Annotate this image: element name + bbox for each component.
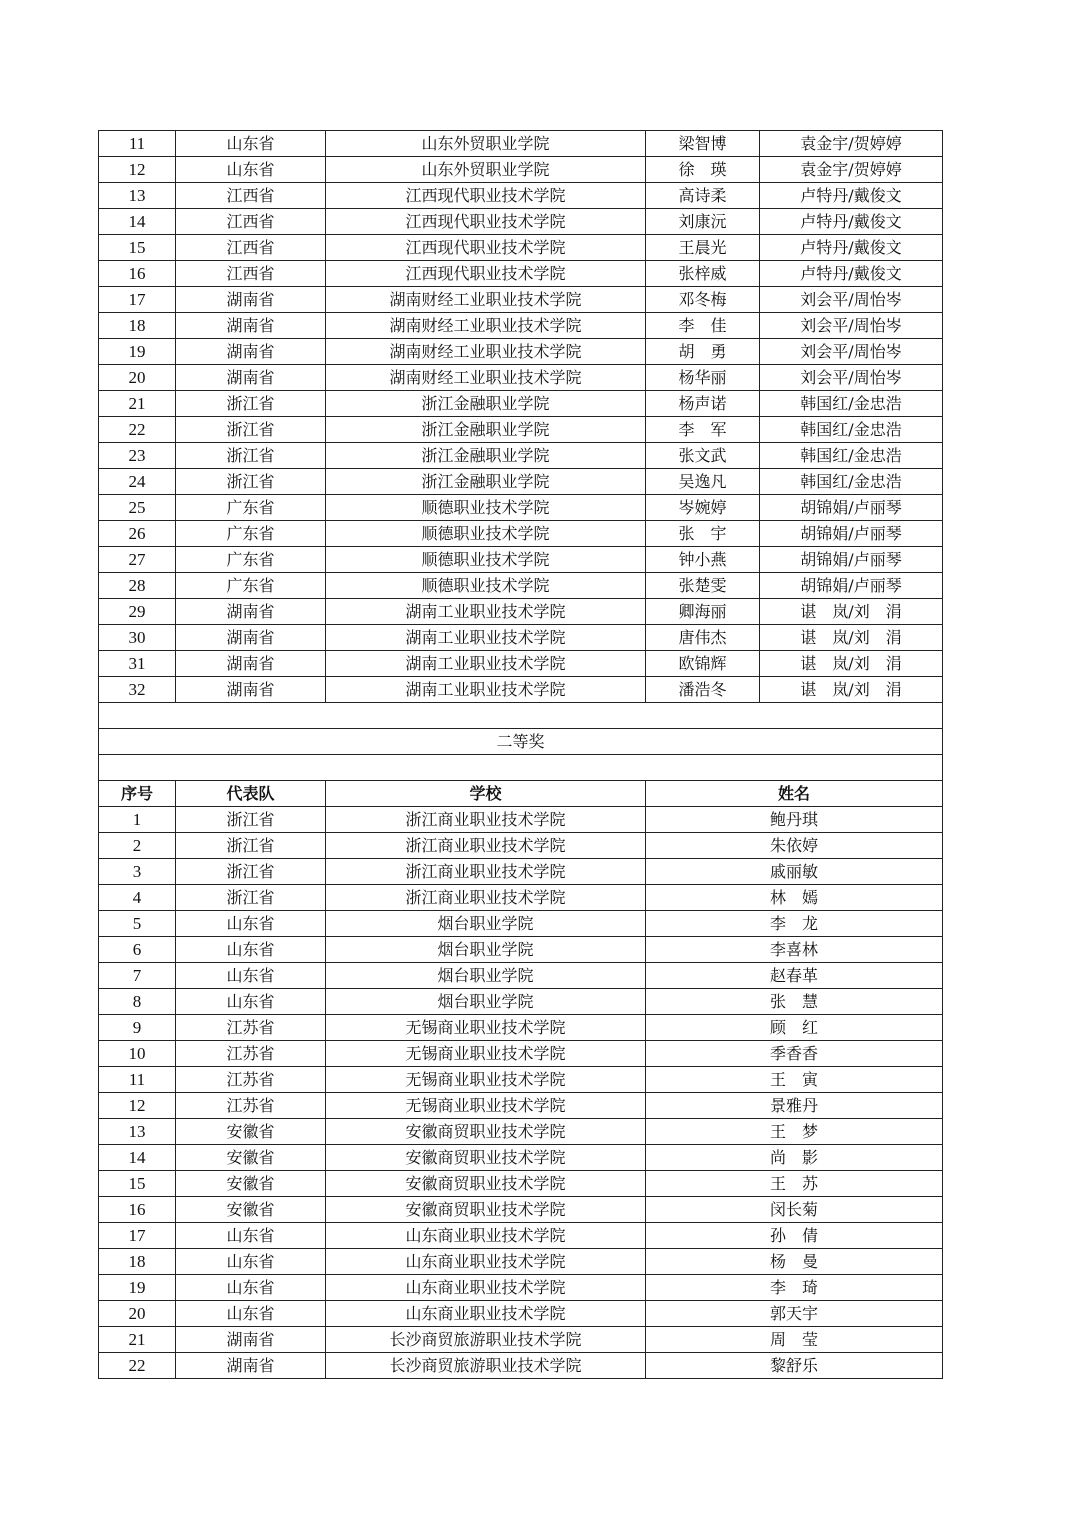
award-list-page [98,130,942,1379]
cell-name: 鲍丹琪 [646,807,943,833]
cell-index: 22 [99,417,176,443]
cell-index: 18 [99,313,176,339]
cell-index: 21 [99,1327,176,1353]
cell-advisor: 卢特丹/戴俊文 [760,209,943,235]
cell-name: 李 佳 [646,313,760,339]
cell-index: 19 [99,339,176,365]
cell-team: 江苏省 [176,1093,326,1119]
cell-school: 安徽商贸职业技术学院 [326,1197,646,1223]
cell-index: 29 [99,599,176,625]
table-row [99,859,943,885]
cell-name: 张 慧 [646,989,943,1015]
cell-school: 无锡商业职业技术学院 [326,1015,646,1041]
cell-name: 孙 倩 [646,1223,943,1249]
table-row [99,469,943,495]
table-row [99,1171,943,1197]
cell-index: 27 [99,547,176,573]
cell-team: 湖南省 [176,339,326,365]
table-row [99,807,943,833]
cell-index: 17 [99,1223,176,1249]
cell-school: 浙江金融职业学院 [326,443,646,469]
cell-team: 浙江省 [176,885,326,911]
cell-index: 16 [99,261,176,287]
cell-school: 长沙商贸旅游职业技术学院 [326,1327,646,1353]
cell-school: 山东外贸职业学院 [326,157,646,183]
cell-name: 岑婉婷 [646,495,760,521]
cell-team: 山东省 [176,1275,326,1301]
cell-index: 15 [99,235,176,261]
cell-team: 山东省 [176,131,326,157]
cell-team: 江苏省 [176,1015,326,1041]
table-row [99,1327,943,1353]
cell-index: 8 [99,989,176,1015]
cell-name: 吴逸凡 [646,469,760,495]
cell-team: 浙江省 [176,807,326,833]
cell-school: 山东商业职业技术学院 [326,1301,646,1327]
header-index: 序号 [99,781,176,807]
cell-name: 胡 勇 [646,339,760,365]
cell-team: 山东省 [176,1249,326,1275]
cell-name: 王 苏 [646,1171,943,1197]
table-row [99,573,943,599]
cell-advisor: 谌 岚/刘 涓 [760,677,943,703]
second-prize-section [99,703,943,807]
cell-name: 杨华丽 [646,365,760,391]
cell-name: 李 龙 [646,911,943,937]
header-name: 姓名 [646,781,943,807]
cell-team: 山东省 [176,157,326,183]
cell-school: 湖南工业职业技术学院 [326,625,646,651]
cell-name: 刘康沅 [646,209,760,235]
cell-index: 14 [99,1145,176,1171]
cell-name: 尚 影 [646,1145,943,1171]
cell-advisor: 韩国红/金忠浩 [760,469,943,495]
table-row [99,287,943,313]
cell-index: 13 [99,183,176,209]
cell-index: 7 [99,963,176,989]
cell-index: 24 [99,469,176,495]
cell-index: 22 [99,1353,176,1379]
table-row [99,209,943,235]
cell-name: 郭天宇 [646,1301,943,1327]
cell-school: 浙江商业职业技术学院 [326,885,646,911]
table-row [99,313,943,339]
cell-index: 20 [99,1301,176,1327]
cell-advisor: 刘会平/周怡岑 [760,365,943,391]
cell-advisor: 谌 岚/刘 涓 [760,625,943,651]
cell-school: 江西现代职业技术学院 [326,209,646,235]
table-row [99,1275,943,1301]
cell-advisor: 韩国红/金忠浩 [760,443,943,469]
cell-team: 广东省 [176,495,326,521]
cell-team: 湖南省 [176,625,326,651]
cell-school: 湖南财经工业职业技术学院 [326,339,646,365]
cell-team: 浙江省 [176,391,326,417]
cell-team: 湖南省 [176,287,326,313]
cell-name: 戚丽敏 [646,859,943,885]
cell-advisor: 刘会平/周怡岑 [760,313,943,339]
cell-team: 广东省 [176,521,326,547]
cell-advisor: 卢特丹/戴俊文 [760,183,943,209]
cell-school: 无锡商业职业技术学院 [326,1041,646,1067]
cell-school: 顺德职业技术学院 [326,495,646,521]
cell-index: 17 [99,287,176,313]
cell-advisor: 胡锦娟/卢丽琴 [760,547,943,573]
cell-index: 11 [99,1067,176,1093]
cell-school: 湖南工业职业技术学院 [326,599,646,625]
cell-team: 江苏省 [176,1067,326,1093]
cell-school: 无锡商业职业技术学院 [326,1093,646,1119]
table-row [99,521,943,547]
cell-index: 16 [99,1197,176,1223]
table-row [99,1041,943,1067]
cell-team: 湖南省 [176,1327,326,1353]
cell-team: 浙江省 [176,833,326,859]
table-row [99,885,943,911]
table-row [99,677,943,703]
cell-school: 浙江金融职业学院 [326,469,646,495]
cell-school: 山东商业职业技术学院 [326,1223,646,1249]
cell-index: 32 [99,677,176,703]
cell-name: 潘浩冬 [646,677,760,703]
cell-team: 广东省 [176,547,326,573]
cell-team: 山东省 [176,911,326,937]
cell-school: 浙江商业职业技术学院 [326,859,646,885]
cell-name: 高诗柔 [646,183,760,209]
cell-name: 卿海丽 [646,599,760,625]
award-table [98,130,943,1379]
cell-team: 安徽省 [176,1171,326,1197]
cell-name: 张梓威 [646,261,760,287]
cell-name: 钟小燕 [646,547,760,573]
cell-name: 张 宇 [646,521,760,547]
cell-advisor: 刘会平/周怡岑 [760,287,943,313]
cell-school: 浙江商业职业技术学院 [326,807,646,833]
cell-advisor: 胡锦娟/卢丽琴 [760,495,943,521]
cell-team: 山东省 [176,1223,326,1249]
cell-school: 顺德职业技术学院 [326,573,646,599]
cell-team: 湖南省 [176,1353,326,1379]
cell-name: 景雅丹 [646,1093,943,1119]
cell-school: 安徽商贸职业技术学院 [326,1119,646,1145]
cell-name: 梁智博 [646,131,760,157]
cell-name: 张文武 [646,443,760,469]
cell-advisor: 胡锦娟/卢丽琴 [760,521,943,547]
cell-team: 湖南省 [176,365,326,391]
cell-name: 徐 瑛 [646,157,760,183]
table-row [99,1015,943,1041]
cell-team: 安徽省 [176,1197,326,1223]
section-title: 二等奖 [99,729,943,755]
cell-advisor: 韩国红/金忠浩 [760,391,943,417]
cell-index: 13 [99,1119,176,1145]
cell-school: 江西现代职业技术学院 [326,235,646,261]
cell-school: 无锡商业职业技术学院 [326,1067,646,1093]
cell-name: 季香香 [646,1041,943,1067]
cell-school: 浙江金融职业学院 [326,417,646,443]
cell-name: 李 军 [646,417,760,443]
table-row [99,989,943,1015]
table-row [99,651,943,677]
cell-index: 25 [99,495,176,521]
cell-index: 6 [99,937,176,963]
cell-advisor: 谌 岚/刘 涓 [760,599,943,625]
cell-index: 10 [99,1041,176,1067]
cell-team: 山东省 [176,989,326,1015]
cell-team: 湖南省 [176,651,326,677]
cell-name: 唐伟杰 [646,625,760,651]
cell-index: 31 [99,651,176,677]
table-row [99,339,943,365]
table-row [99,261,943,287]
table-row [99,443,943,469]
cell-school: 江西现代职业技术学院 [326,183,646,209]
cell-index: 21 [99,391,176,417]
table-row [99,1353,943,1379]
table-row [99,1223,943,1249]
cell-index: 26 [99,521,176,547]
cell-advisor: 袁金宇/贺婷婷 [760,157,943,183]
cell-team: 山东省 [176,963,326,989]
table-row [99,417,943,443]
cell-school: 湖南财经工业职业技术学院 [326,365,646,391]
second-prize-rows [99,807,943,1379]
cell-school: 湖南工业职业技术学院 [326,651,646,677]
cell-advisor: 卢特丹/戴俊文 [760,235,943,261]
cell-school: 烟台职业学院 [326,963,646,989]
table-row [99,1093,943,1119]
cell-advisor: 袁金宇/贺婷婷 [760,131,943,157]
cell-school: 烟台职业学院 [326,937,646,963]
cell-index: 4 [99,885,176,911]
table-row [99,495,943,521]
first-prize-rows [99,131,943,703]
cell-name: 周 莹 [646,1327,943,1353]
cell-name: 李喜林 [646,937,943,963]
cell-school: 山东外贸职业学院 [326,131,646,157]
cell-name: 王 寅 [646,1067,943,1093]
cell-name: 闵长菊 [646,1197,943,1223]
cell-team: 广东省 [176,573,326,599]
cell-school: 烟台职业学院 [326,989,646,1015]
table-row [99,183,943,209]
table-row [99,391,943,417]
cell-school: 江西现代职业技术学院 [326,261,646,287]
cell-team: 江苏省 [176,1041,326,1067]
table-row [99,1301,943,1327]
cell-team: 安徽省 [176,1145,326,1171]
section-title-row [99,729,943,755]
cell-name: 张楚雯 [646,573,760,599]
cell-team: 江西省 [176,209,326,235]
cell-team: 浙江省 [176,417,326,443]
cell-index: 11 [99,131,176,157]
cell-name: 杨声诺 [646,391,760,417]
cell-school: 顺德职业技术学院 [326,547,646,573]
cell-school: 山东商业职业技术学院 [326,1275,646,1301]
cell-index: 5 [99,911,176,937]
cell-name: 李 琦 [646,1275,943,1301]
cell-team: 山东省 [176,937,326,963]
table-row [99,157,943,183]
table-row [99,365,943,391]
header-row [99,781,943,807]
cell-team: 江西省 [176,261,326,287]
cell-index: 20 [99,365,176,391]
cell-school: 安徽商贸职业技术学院 [326,1171,646,1197]
table-row [99,937,943,963]
blank-row [99,755,943,781]
cell-name: 赵春革 [646,963,943,989]
cell-team: 湖南省 [176,313,326,339]
cell-index: 12 [99,1093,176,1119]
cell-school: 长沙商贸旅游职业技术学院 [326,1353,646,1379]
table-row [99,1119,943,1145]
cell-team: 江西省 [176,235,326,261]
cell-index: 19 [99,1275,176,1301]
table-row [99,911,943,937]
table-row [99,235,943,261]
cell-advisor: 胡锦娟/卢丽琴 [760,573,943,599]
cell-school: 浙江金融职业学院 [326,391,646,417]
cell-school: 湖南财经工业职业技术学院 [326,287,646,313]
header-school: 学校 [326,781,646,807]
cell-advisor: 韩国红/金忠浩 [760,417,943,443]
cell-name: 王晨光 [646,235,760,261]
cell-school: 山东商业职业技术学院 [326,1249,646,1275]
cell-name: 杨 曼 [646,1249,943,1275]
cell-index: 2 [99,833,176,859]
table-row [99,599,943,625]
cell-index: 9 [99,1015,176,1041]
cell-index: 28 [99,573,176,599]
header-team: 代表队 [176,781,326,807]
table-row [99,547,943,573]
cell-school: 烟台职业学院 [326,911,646,937]
cell-name: 林 嫣 [646,885,943,911]
cell-team: 湖南省 [176,677,326,703]
cell-school: 湖南工业职业技术学院 [326,677,646,703]
cell-index: 15 [99,1171,176,1197]
cell-team: 浙江省 [176,859,326,885]
cell-team: 安徽省 [176,1119,326,1145]
cell-team: 浙江省 [176,469,326,495]
cell-index: 3 [99,859,176,885]
cell-school: 浙江商业职业技术学院 [326,833,646,859]
cell-advisor: 谌 岚/刘 涓 [760,651,943,677]
cell-name: 顾 红 [646,1015,943,1041]
cell-index: 18 [99,1249,176,1275]
cell-advisor: 卢特丹/戴俊文 [760,261,943,287]
cell-index: 1 [99,807,176,833]
cell-team: 浙江省 [176,443,326,469]
cell-school: 顺德职业技术学院 [326,521,646,547]
cell-name: 欧锦辉 [646,651,760,677]
table-row [99,1067,943,1093]
table-row [99,1197,943,1223]
cell-index: 23 [99,443,176,469]
cell-team: 山东省 [176,1301,326,1327]
cell-school: 安徽商贸职业技术学院 [326,1145,646,1171]
cell-school: 湖南财经工业职业技术学院 [326,313,646,339]
cell-index: 12 [99,157,176,183]
cell-team: 湖南省 [176,599,326,625]
table-row [99,963,943,989]
table-row [99,625,943,651]
cell-name: 朱依婷 [646,833,943,859]
cell-advisor: 刘会平/周怡岑 [760,339,943,365]
cell-index: 30 [99,625,176,651]
cell-team: 江西省 [176,183,326,209]
cell-name: 黎舒乐 [646,1353,943,1379]
table-row [99,131,943,157]
table-row [99,833,943,859]
blank-row [99,703,943,729]
cell-name: 邓冬梅 [646,287,760,313]
table-row [99,1249,943,1275]
cell-name: 王 梦 [646,1119,943,1145]
table-row [99,1145,943,1171]
cell-index: 14 [99,209,176,235]
